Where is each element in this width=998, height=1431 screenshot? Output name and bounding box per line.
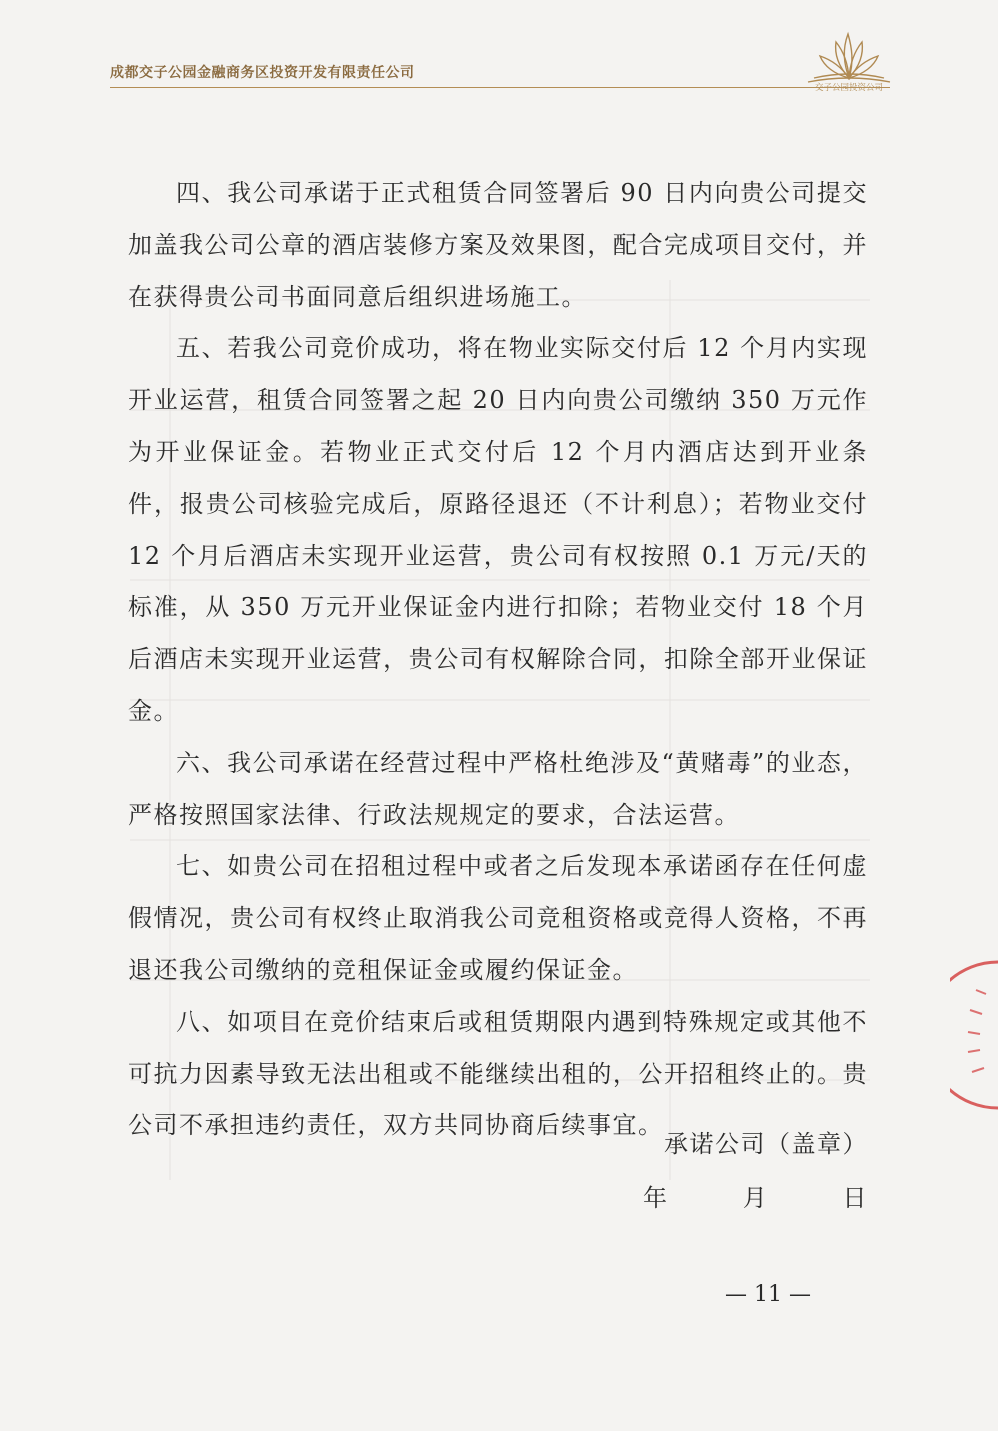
date-day: 日 [842,1184,868,1212]
page-number: — 11 — [725,1282,811,1307]
paragraph-8: 八、如项目在竞价结束后或租赁期限内遇到特殊规定或其他不可抗力因素导致无法出租或不能继续出租的，公开招租终止的。贵公司不承担违约责任，双方共同协商后续事宜。 [128,1007,868,1140]
header-rule [110,87,890,88]
date-month: 月 [742,1184,769,1212]
signature-date [643,1178,868,1213]
seal-stamp-icon [950,960,998,1110]
signature-company: 承诺公司（盖章） [664,1130,868,1158]
paragraph-6: 六、我公司承诺在经营过程中严格杜绝涉及“黄赌毒”的业态，严格按照国家法律、行政法规规定的要求，合法运营。 [128,748,868,829]
paragraph-5: 五、若我公司竞价成功，将在物业实际交付后 12 个月内实现开业运营，租赁合同签署之起 20 日内向贵公司缴纳 350 万元作为开业保证金。若物业正式交付后 12 个月内酒店达到开业条件，报贵公司核验完成后，原路径退还（不计利息）；若物业交付 12 个月后酒店未实现开业运营，贵公司有权按照 0.1 万元/天的标准，从 350 万元开业保证金内进行扣除；若物业交付 18 个月后酒店未实现开业运营，贵公司有权解除合同，扣除全部开业保证金。 [128,334,868,725]
paragraph-4: 四、我公司承诺于正式租赁合同签署后 90 日内向贵公司提交加盖我公司公章的酒店装修方案及效果图，配合完成项目交付，并在获得贵公司书面同意后组织进场施工。 [128,179,868,311]
logo-caption: 交子公园投资公司 [814,83,883,93]
date-year: 年 [642,1184,669,1212]
paragraph-7: 七、如贵公司在招租过程中或者之后发现本承诺函存在任何虚假情况，贵公司有权终止取消我公司竞租资格或竞得人资格，不再退还我公司缴纳的竞租保证金或履约保证金。 [128,852,868,984]
commitment-body [128,168,868,1152]
company-name: 成都交子公园金融商务区投资开发有限责任公司 [110,65,415,81]
